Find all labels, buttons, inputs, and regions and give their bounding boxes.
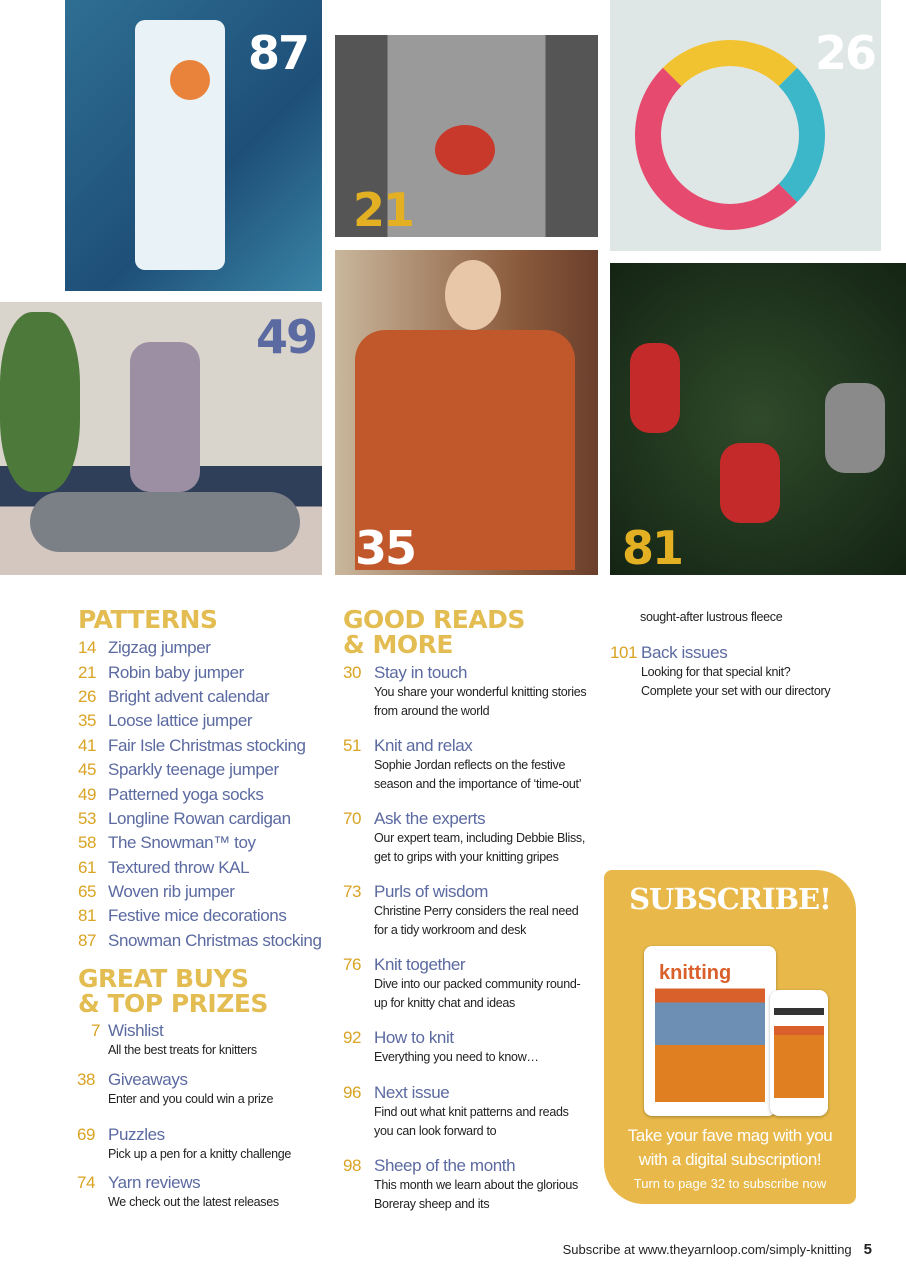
entry-description: Enter and you could win a prize [108,1092,274,1106]
item-page-number: 61 [78,857,97,877]
subscribe-line-3: Turn to page 32 to subscribe now [633,1176,827,1191]
contents-entry[interactable] [343,1083,589,1140]
pattern-item[interactable] [78,782,322,806]
item-title: Sparkly teenage jumper [108,760,279,780]
photo-yoga-socks [0,302,322,575]
entry-page-number: 7 [90,1021,100,1040]
item-page-number: 65 [78,882,97,902]
item-page-number: 58 [78,833,97,853]
item-title: Fair Isle Christmas stocking [108,735,306,755]
pattern-item[interactable] [78,807,322,831]
contents-entry [610,643,831,700]
entry-description: Christine Perry considers the real need for a tidy workroom and desk [374,904,579,937]
contents-entry[interactable] [77,1125,328,1164]
entry-page-number: 74 [77,1173,96,1192]
item-page-number: 41 [78,735,97,755]
contents-entry[interactable] [343,809,589,866]
entry-title: Stay in touch [374,663,468,682]
item-page-number: 87 [78,930,97,950]
entry-description: We check out the latest releases [108,1195,279,1209]
patterns-heading: PATTERNS [78,605,218,634]
item-title: Textured throw KAL [108,857,250,877]
contents-entry[interactable] [343,736,589,793]
entry-page-number: 101 [610,643,638,662]
entry-description: Find out what knit patterns and reads you can look forward to [374,1105,569,1138]
contents-entry[interactable] [343,955,589,1012]
item-page-number: 26 [78,686,97,706]
contents-entry[interactable] [77,1173,328,1212]
entry-title: Yarn reviews [108,1173,201,1192]
contents-entry[interactable] [77,1021,328,1060]
entry-title: Back issues [641,643,728,662]
entry-page-number: 73 [343,882,362,901]
item-title: Patterned yoga socks [108,784,264,804]
phone-image [770,990,828,1116]
page-number: 81 [622,521,683,575]
item-page-number: 53 [78,808,97,828]
footer-subscribe-link[interactable]: Subscribe at www.theyarnloop.com/simply-knitting [562,1242,852,1257]
entry-title: Sheep of the month [374,1156,516,1175]
pattern-item[interactable] [78,758,322,782]
item-title: Woven rib jumper [108,882,235,902]
entry-page-number: 76 [343,955,362,974]
entry-page-number: 30 [343,663,362,682]
entry-description: Our expert team, including Debbie Bliss, get to grips with your knitting gripes [374,831,586,864]
item-page-number: 49 [78,784,97,804]
item-title: Bright advent calendar [108,686,270,706]
heading-line: & MORE [343,630,453,659]
page-number-footer: 5 [863,1241,872,1258]
entry-title: How to knit [374,1028,454,1047]
contents-entry[interactable] [343,663,589,720]
entry-page-number: 98 [343,1156,362,1175]
entry-description: sought-after lustrous fleece [640,610,783,624]
pattern-item[interactable] [78,709,322,733]
contents-entry[interactable] [343,882,589,939]
contents-entry[interactable] [77,1070,328,1109]
entry-description: Everything you need to know… [374,1050,539,1064]
subscribe-line-2: with a digital subscription! [638,1150,822,1169]
pattern-item[interactable] [78,831,322,855]
entry-description: Looking for that special knit? Complete your set with our directory [641,665,831,698]
photo-snowman-stocking [65,0,322,291]
entry-title: Purls of wisdom [374,882,488,901]
good-reads-heading [343,607,525,657]
pattern-item[interactable] [78,929,322,953]
item-title: Festive mice decorations [108,906,287,926]
pattern-item[interactable] [78,685,322,709]
entry-page-number: 38 [77,1070,96,1089]
pattern-item[interactable] [78,856,322,880]
subscribe-box[interactable] [604,870,856,1204]
item-page-number: 45 [78,760,97,780]
photo-lattice-jumper [335,250,598,575]
photo-advent-wreath [610,0,881,251]
entry-title: Puzzles [108,1125,165,1144]
contents-entry[interactable] [343,1028,589,1067]
item-page-number: 81 [78,906,97,926]
item-page-number: 35 [78,711,97,731]
subscribe-line-1: Take your fave mag with you [627,1126,833,1145]
entry-page-number: 69 [77,1125,96,1144]
page-number: 49 [255,310,316,364]
photo-robin-jumper [335,35,598,237]
entry-page-number: 70 [343,809,362,828]
entry-page-number: 92 [343,1028,362,1047]
page-number: 21 [353,183,414,237]
patterns-list [78,636,322,953]
footer [563,1241,872,1258]
entry-description: This month we learn about the glorious Boreray sheep and its [374,1178,578,1211]
entry-title: Giveaways [108,1070,188,1089]
page-number: 26 [814,26,875,80]
photo-festive-mice [610,263,906,575]
entry-title: Ask the experts [374,809,486,828]
pattern-item[interactable] [78,880,322,904]
entry-description: You share your wonderful knitting stories from around the world [374,685,587,718]
entry-title: Wishlist [108,1021,164,1040]
continued-text [640,608,782,627]
item-title: The Snowman™ toy [108,833,256,853]
entry-title: Knit together [374,955,466,974]
entry-description: All the best treats for knitters [108,1043,257,1057]
subscribe-title: SUBSCRIBE! [629,882,831,916]
entry-description: Sophie Jordan reflects on the festive season and the importance of ‘time-out’ [374,758,582,791]
item-title: Robin baby jumper [108,662,244,682]
heading-line: & TOP PRIZES [78,989,268,1018]
heading-line: GREAT BUYS [78,964,249,993]
entry-title: Knit and relax [374,736,473,755]
entry-title: Next issue [374,1083,450,1102]
great-buys-heading [78,966,268,1016]
pattern-item[interactable] [78,734,322,758]
page-number: 35 [355,521,416,575]
tablet-image [644,946,776,1116]
item-title: Snowman Christmas stocking [108,930,322,950]
item-page-number: 21 [78,662,97,682]
entry-page-number: 51 [343,736,362,755]
item-title: Zigzag jumper [108,638,211,658]
entry-description: Dive into our packed community round-up for knitty chat and ideas [374,977,581,1010]
heading-line: GOOD READS [343,605,525,634]
page-number: 87 [247,26,308,80]
pattern-item[interactable] [78,904,322,928]
pattern-item[interactable] [78,660,322,684]
magazine-logo: knitting [659,962,732,984]
pattern-item[interactable] [78,636,322,660]
item-title: Loose lattice jumper [108,711,253,731]
entry-description: Pick up a pen for a knitty challenge [108,1147,292,1161]
entry-page-number: 96 [343,1083,362,1102]
item-page-number: 14 [78,638,97,658]
item-title: Longline Rowan cardigan [108,808,291,828]
contents-entry[interactable] [343,1156,589,1213]
